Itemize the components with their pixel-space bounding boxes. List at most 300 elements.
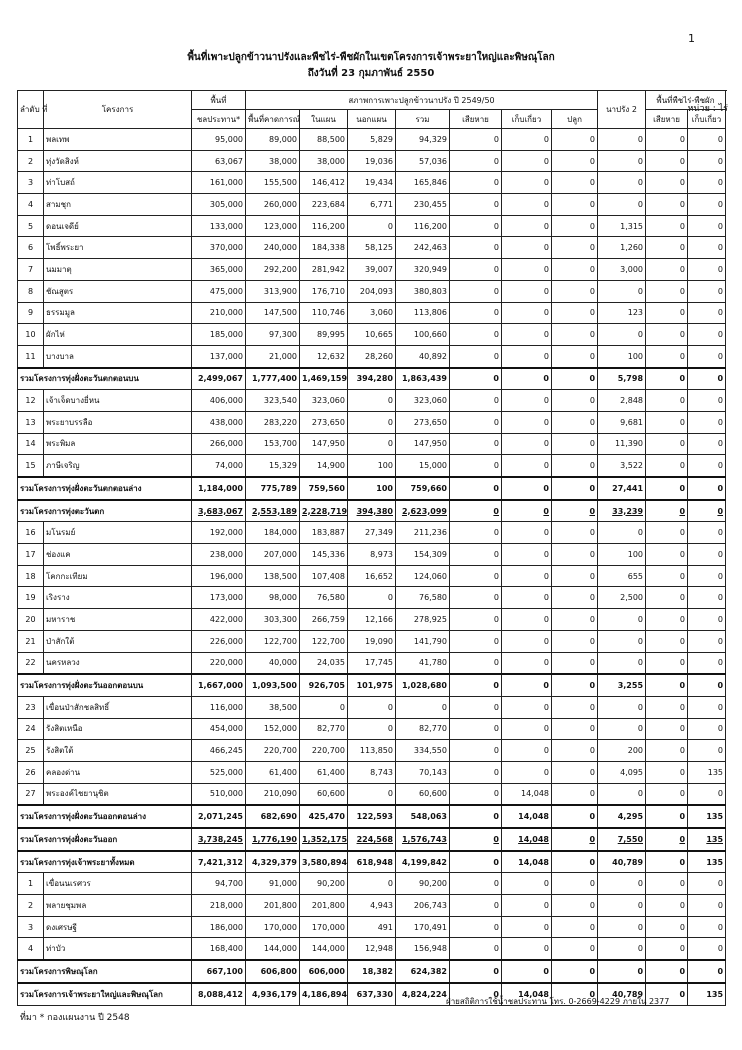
- value-cell: 24,035: [300, 652, 348, 674]
- value-cell: 370,000: [192, 237, 246, 259]
- value-cell: 0: [552, 740, 598, 762]
- value-cell: 1,184,000: [192, 477, 246, 500]
- value-cell: 220,000: [192, 652, 246, 674]
- value-cell: 113,806: [396, 302, 450, 324]
- value-cell: 0: [646, 851, 688, 873]
- row-number: 25: [18, 740, 44, 762]
- value-cell: 292,200: [246, 259, 300, 281]
- project-name: เจ้าเจ็ดบางยี่หน: [44, 390, 192, 412]
- table-row: [18, 783, 726, 805]
- value-cell: 4,943: [348, 895, 396, 917]
- value-cell: 116,200: [300, 215, 348, 237]
- value-cell: 4,329,379: [246, 851, 300, 873]
- value-text: 1,576,743: [401, 834, 447, 844]
- value-cell: 0: [450, 674, 502, 696]
- value-cell: 0: [450, 390, 502, 412]
- project-name: ดงเศรษฐี: [44, 916, 192, 938]
- value-cell: 38,500: [246, 696, 300, 718]
- project-name: พระยาบรรลือ: [44, 411, 192, 433]
- value-cell: 0: [646, 477, 688, 500]
- value-cell: [348, 828, 396, 851]
- value-cell: 0: [502, 522, 552, 544]
- value-cell: [450, 500, 502, 522]
- value-cell: 0: [646, 345, 688, 367]
- row-number: 7: [18, 259, 44, 281]
- value-cell: 0: [646, 873, 688, 895]
- value-cell: 14,900: [300, 455, 348, 477]
- header-second-rice: นาปรัง 2: [598, 91, 646, 129]
- value-cell: 156,948: [396, 938, 450, 960]
- value-cell: 0: [502, 565, 552, 587]
- value-cell: 0: [552, 280, 598, 302]
- value-cell: 0: [688, 129, 726, 151]
- value-cell: 1,315: [598, 215, 646, 237]
- value-cell: 27,441: [598, 477, 646, 500]
- value-cell: 210,090: [246, 783, 300, 805]
- subtotal-row: [18, 960, 726, 983]
- value-cell: 141,790: [396, 630, 450, 652]
- header-rice-target: พื้นที่คาดการณ์: [246, 110, 300, 129]
- value-cell: 0: [598, 630, 646, 652]
- value-cell: 3,060: [348, 302, 396, 324]
- value-cell: 618,948: [348, 851, 396, 873]
- table-row: [18, 718, 726, 740]
- value-text: 394,380: [356, 506, 393, 516]
- value-cell: 4,095: [598, 761, 646, 783]
- value-cell: 0: [450, 477, 502, 500]
- value-cell: 0: [552, 916, 598, 938]
- subtotal-row: [18, 674, 726, 696]
- value-cell: 176,710: [300, 280, 348, 302]
- value-cell: 16,652: [348, 565, 396, 587]
- row-number: 1: [18, 129, 44, 151]
- project-name: รังสิตใต้: [44, 740, 192, 762]
- project-name: ทุ่งวัดสิงห์: [44, 150, 192, 172]
- value-cell: 0: [552, 324, 598, 346]
- value-cell: 137,000: [192, 345, 246, 367]
- value-cell: 0: [646, 324, 688, 346]
- row-number: 20: [18, 609, 44, 631]
- value-cell: 6,771: [348, 194, 396, 216]
- value-cell: 380,803: [396, 280, 450, 302]
- value-cell: 192,000: [192, 522, 246, 544]
- value-cell: 40,789: [598, 851, 646, 873]
- value-cell: 0: [552, 895, 598, 917]
- value-cell: 278,925: [396, 609, 450, 631]
- value-cell: 0: [688, 259, 726, 281]
- value-cell: 21,000: [246, 345, 300, 367]
- table-row: [18, 565, 726, 587]
- value-cell: 0: [688, 895, 726, 917]
- value-cell: 0: [688, 587, 726, 609]
- value-cell: 0: [598, 609, 646, 631]
- table-row: [18, 345, 726, 367]
- value-cell: 0: [598, 652, 646, 674]
- value-cell: 624,382: [396, 960, 450, 983]
- value-text: 2,553,189: [251, 506, 297, 516]
- value-cell: 0: [598, 129, 646, 151]
- value-cell: 0: [646, 455, 688, 477]
- project-name: ผักไห่: [44, 324, 192, 346]
- value-cell: 61,400: [246, 761, 300, 783]
- value-cell: 0: [348, 411, 396, 433]
- value-cell: 0: [646, 960, 688, 983]
- row-number: 2: [18, 895, 44, 917]
- table-row: [18, 194, 726, 216]
- value-cell: 147,950: [396, 433, 450, 455]
- header-in-plan: ในแผน: [300, 110, 348, 129]
- value-cell: 3,255: [598, 674, 646, 696]
- value-text: 0: [589, 506, 596, 516]
- value-cell: 606,800: [246, 960, 300, 983]
- header-field-group: พื้นที่พืชไร่-พืชผัก: [646, 91, 726, 110]
- value-text: 2,228,719: [302, 506, 348, 516]
- value-cell: 124,060: [396, 565, 450, 587]
- page-number: 1: [688, 32, 695, 45]
- value-cell: [502, 500, 552, 522]
- project-name: เขื่อนป่าสักชลสิทธิ์: [44, 696, 192, 718]
- value-cell: 0: [646, 172, 688, 194]
- value-cell: 637,330: [348, 983, 396, 1005]
- value-cell: 0: [348, 587, 396, 609]
- value-cell: 135: [688, 851, 726, 873]
- value-cell: 94,700: [192, 873, 246, 895]
- value-cell: 0: [450, 172, 502, 194]
- value-cell: 0: [552, 455, 598, 477]
- table-row: [18, 455, 726, 477]
- row-number: 19: [18, 587, 44, 609]
- table-row: [18, 237, 726, 259]
- value-cell: 135: [688, 805, 726, 828]
- value-cell: 0: [552, 544, 598, 566]
- value-cell: 0: [688, 609, 726, 631]
- value-cell: 0: [552, 565, 598, 587]
- header-damaged: เสียหาย: [450, 110, 502, 129]
- value-text: 0: [493, 506, 499, 516]
- value-cell: 210,000: [192, 302, 246, 324]
- value-cell: 0: [450, 783, 502, 805]
- value-cell: 510,000: [192, 783, 246, 805]
- value-cell: 135: [688, 761, 726, 783]
- value-cell: 0: [502, 172, 552, 194]
- value-cell: 201,800: [246, 895, 300, 917]
- value-cell: 0: [502, 761, 552, 783]
- value-cell: 8,743: [348, 761, 396, 783]
- value-cell: 0: [598, 696, 646, 718]
- value-cell: 186,000: [192, 916, 246, 938]
- row-number: 5: [18, 215, 44, 237]
- subtotal-label: รวมโครงการทุ่งฝั่งตะวันออกตอนล่าง: [18, 805, 192, 828]
- value-cell: 0: [646, 805, 688, 828]
- value-cell: 0: [502, 390, 552, 412]
- value-cell: 4,186,894: [300, 983, 348, 1005]
- project-name: ท่าโบสถ์: [44, 172, 192, 194]
- value-cell: 0: [502, 477, 552, 500]
- value-cell: 88,500: [300, 129, 348, 151]
- footer-source: ที่มา * กองแผนงาน ปี 2548: [20, 1013, 130, 1023]
- value-cell: 0: [552, 237, 598, 259]
- table-row: [18, 873, 726, 895]
- value-cell: 1,667,000: [192, 674, 246, 696]
- table-body: [18, 129, 726, 1006]
- value-cell: 0: [450, 652, 502, 674]
- value-cell: 0: [646, 674, 688, 696]
- value-cell: 0: [598, 280, 646, 302]
- value-cell: 0: [598, 938, 646, 960]
- value-cell: 0: [646, 150, 688, 172]
- value-cell: 0: [646, 302, 688, 324]
- value-cell: 5,798: [598, 368, 646, 390]
- value-cell: 100: [348, 455, 396, 477]
- value-cell: 95,000: [192, 129, 246, 151]
- value-cell: 185,000: [192, 324, 246, 346]
- row-number: 16: [18, 522, 44, 544]
- value-text: 0: [717, 506, 724, 516]
- value-cell: 655: [598, 565, 646, 587]
- value-cell: 0: [450, 215, 502, 237]
- table-row: [18, 172, 726, 194]
- value-cell: 394,280: [348, 368, 396, 390]
- value-cell: 147,950: [300, 433, 348, 455]
- value-cell: 0: [688, 345, 726, 367]
- value-cell: 155,500: [246, 172, 300, 194]
- value-cell: 0: [552, 390, 598, 412]
- value-cell: 0: [450, 345, 502, 367]
- value-cell: 107,408: [300, 565, 348, 587]
- row-number: 17: [18, 544, 44, 566]
- table-row: [18, 740, 726, 762]
- value-cell: 101,975: [348, 674, 396, 696]
- value-cell: 320,949: [396, 259, 450, 281]
- table-row: [18, 652, 726, 674]
- value-cell: 667,100: [192, 960, 246, 983]
- value-cell: 0: [502, 587, 552, 609]
- value-cell: 147,500: [246, 302, 300, 324]
- value-cell: 0: [502, 960, 552, 983]
- value-text: 33,239: [612, 506, 644, 516]
- value-cell: 334,550: [396, 740, 450, 762]
- value-cell: 0: [348, 390, 396, 412]
- value-cell: 207,000: [246, 544, 300, 566]
- value-cell: 0: [646, 983, 688, 1005]
- value-cell: 0: [450, 851, 502, 873]
- value-cell: 61,400: [300, 761, 348, 783]
- area-table: [17, 90, 726, 1006]
- value-cell: 89,995: [300, 324, 348, 346]
- value-cell: [192, 500, 246, 522]
- value-cell: 0: [688, 150, 726, 172]
- value-cell: 0: [552, 411, 598, 433]
- project-name: ภาษีเจริญ: [44, 455, 192, 477]
- value-cell: 0: [450, 587, 502, 609]
- value-cell: 0: [502, 718, 552, 740]
- value-cell: 0: [646, 237, 688, 259]
- value-cell: 323,060: [300, 390, 348, 412]
- value-cell: 226,000: [192, 630, 246, 652]
- value-text: 3,683,067: [197, 506, 243, 516]
- table-row: [18, 895, 726, 917]
- value-cell: 0: [646, 411, 688, 433]
- value-cell: 0: [646, 895, 688, 917]
- value-cell: 2,499,067: [192, 368, 246, 390]
- value-cell: 90,200: [396, 873, 450, 895]
- value-cell: 0: [502, 630, 552, 652]
- row-number: 2: [18, 150, 44, 172]
- value-cell: 0: [688, 544, 726, 566]
- value-cell: 58,125: [348, 237, 396, 259]
- value-cell: 60,600: [396, 783, 450, 805]
- value-cell: 0: [688, 873, 726, 895]
- header-area: พื้นที่: [192, 91, 246, 110]
- value-cell: 0: [502, 696, 552, 718]
- value-cell: 0: [598, 718, 646, 740]
- table-row: [18, 280, 726, 302]
- value-cell: 281,942: [300, 259, 348, 281]
- value-cell: 0: [450, 433, 502, 455]
- project-name: มโนรมย์: [44, 522, 192, 544]
- value-cell: 759,560: [300, 477, 348, 500]
- value-cell: 0: [688, 302, 726, 324]
- value-cell: 0: [552, 761, 598, 783]
- value-cell: 0: [598, 895, 646, 917]
- value-cell: 0: [646, 630, 688, 652]
- value-cell: 0: [450, 522, 502, 544]
- value-cell: 4,199,842: [396, 851, 450, 873]
- value-cell: 0: [502, 345, 552, 367]
- value-cell: [688, 500, 726, 522]
- project-name: นครหลวง: [44, 652, 192, 674]
- value-text: 2,623,099: [401, 506, 447, 516]
- value-cell: [552, 500, 598, 522]
- value-cell: 14,048: [502, 851, 552, 873]
- value-cell: 0: [598, 783, 646, 805]
- value-cell: 926,705: [300, 674, 348, 696]
- value-cell: 82,770: [300, 718, 348, 740]
- subtotal-row: [18, 851, 726, 873]
- value-cell: 0: [646, 129, 688, 151]
- value-cell: 0: [688, 368, 726, 390]
- subtotal-label: รวมโครงการทุ่งเจ้าพระยาทั้งหมด: [18, 851, 192, 873]
- value-cell: 2,500: [598, 587, 646, 609]
- value-cell: 0: [646, 390, 688, 412]
- value-cell: 0: [450, 194, 502, 216]
- table-row: [18, 411, 726, 433]
- value-cell: 466,245: [192, 740, 246, 762]
- table-row: [18, 324, 726, 346]
- value-cell: 422,000: [192, 609, 246, 631]
- value-cell: 0: [552, 172, 598, 194]
- value-cell: 4,936,179: [246, 983, 300, 1005]
- value-cell: 19,036: [348, 150, 396, 172]
- value-cell: 1,469,159: [300, 368, 348, 390]
- header-field-harvested: เก็บเกี่ยว: [688, 110, 726, 129]
- value-cell: 0: [450, 150, 502, 172]
- value-cell: 0: [502, 609, 552, 631]
- value-text: 135: [706, 834, 724, 844]
- value-cell: 0: [646, 280, 688, 302]
- value-cell: 0: [552, 522, 598, 544]
- value-cell: 82,770: [396, 718, 450, 740]
- value-cell: 0: [450, 302, 502, 324]
- value-text: 7,550: [617, 834, 644, 844]
- table-row: [18, 696, 726, 718]
- subtotal-row: [18, 477, 726, 500]
- value-cell: 19,434: [348, 172, 396, 194]
- value-cell: 548,063: [396, 805, 450, 828]
- value-cell: 152,000: [246, 718, 300, 740]
- value-cell: 0: [502, 194, 552, 216]
- value-cell: 0: [688, 783, 726, 805]
- value-cell: 211,236: [396, 522, 450, 544]
- table-row: [18, 630, 726, 652]
- value-cell: 38,000: [300, 150, 348, 172]
- value-cell: 146,412: [300, 172, 348, 194]
- value-cell: 0: [688, 630, 726, 652]
- value-cell: 100: [598, 544, 646, 566]
- value-cell: 40,789: [598, 983, 646, 1005]
- value-cell: 110,746: [300, 302, 348, 324]
- value-cell: 238,000: [192, 544, 246, 566]
- value-cell: 60,600: [300, 783, 348, 805]
- value-cell: 144,000: [300, 938, 348, 960]
- project-name: ธรรมมูล: [44, 302, 192, 324]
- value-cell: 266,759: [300, 609, 348, 631]
- value-cell: 1,093,500: [246, 674, 300, 696]
- value-cell: 2,848: [598, 390, 646, 412]
- footer-contact: ฝ่ายสถิติการใช้น้ำชลประทาน โทร. 0-2669-4229 ภายใน 2377: [446, 997, 670, 1006]
- value-cell: 0: [646, 652, 688, 674]
- value-cell: 0: [552, 783, 598, 805]
- value-cell: 0: [646, 215, 688, 237]
- value-cell: 184,338: [300, 237, 348, 259]
- value-cell: 122,700: [246, 630, 300, 652]
- value-text: 1,352,175: [302, 834, 348, 844]
- value-cell: 0: [646, 740, 688, 762]
- value-cell: 0: [348, 696, 396, 718]
- value-cell: 0: [552, 150, 598, 172]
- value-cell: 0: [646, 609, 688, 631]
- value-cell: 183,887: [300, 522, 348, 544]
- value-cell: 27,349: [348, 522, 396, 544]
- value-cell: 0: [646, 916, 688, 938]
- value-cell: 113,850: [348, 740, 396, 762]
- header-no: ลำดับ ที่: [18, 91, 44, 129]
- value-cell: 525,000: [192, 761, 246, 783]
- value-cell: [450, 828, 502, 851]
- value-cell: 41,780: [396, 652, 450, 674]
- subtotal-label: รวมโครงการทุ่งฝั่งตะวันตกตอนล่าง: [18, 477, 192, 500]
- value-cell: 0: [502, 873, 552, 895]
- value-cell: 14,048: [502, 805, 552, 828]
- value-cell: 0: [502, 938, 552, 960]
- value-cell: 0: [348, 783, 396, 805]
- project-name: พระองค์ไชยานุชิต: [44, 783, 192, 805]
- header-out-plan: นอกแผน: [348, 110, 396, 129]
- value-cell: 196,000: [192, 565, 246, 587]
- row-number: 4: [18, 938, 44, 960]
- value-cell: 9,681: [598, 411, 646, 433]
- header-field-damaged: เสียหาย: [646, 110, 688, 129]
- subtotal-row: [18, 368, 726, 390]
- value-cell: 97,300: [246, 324, 300, 346]
- value-cell: 170,000: [300, 916, 348, 938]
- value-cell: 0: [646, 522, 688, 544]
- value-cell: 220,700: [300, 740, 348, 762]
- row-number: 22: [18, 652, 44, 674]
- value-cell: 0: [598, 324, 646, 346]
- header-total: รวม: [396, 110, 450, 129]
- value-cell: 0: [552, 129, 598, 151]
